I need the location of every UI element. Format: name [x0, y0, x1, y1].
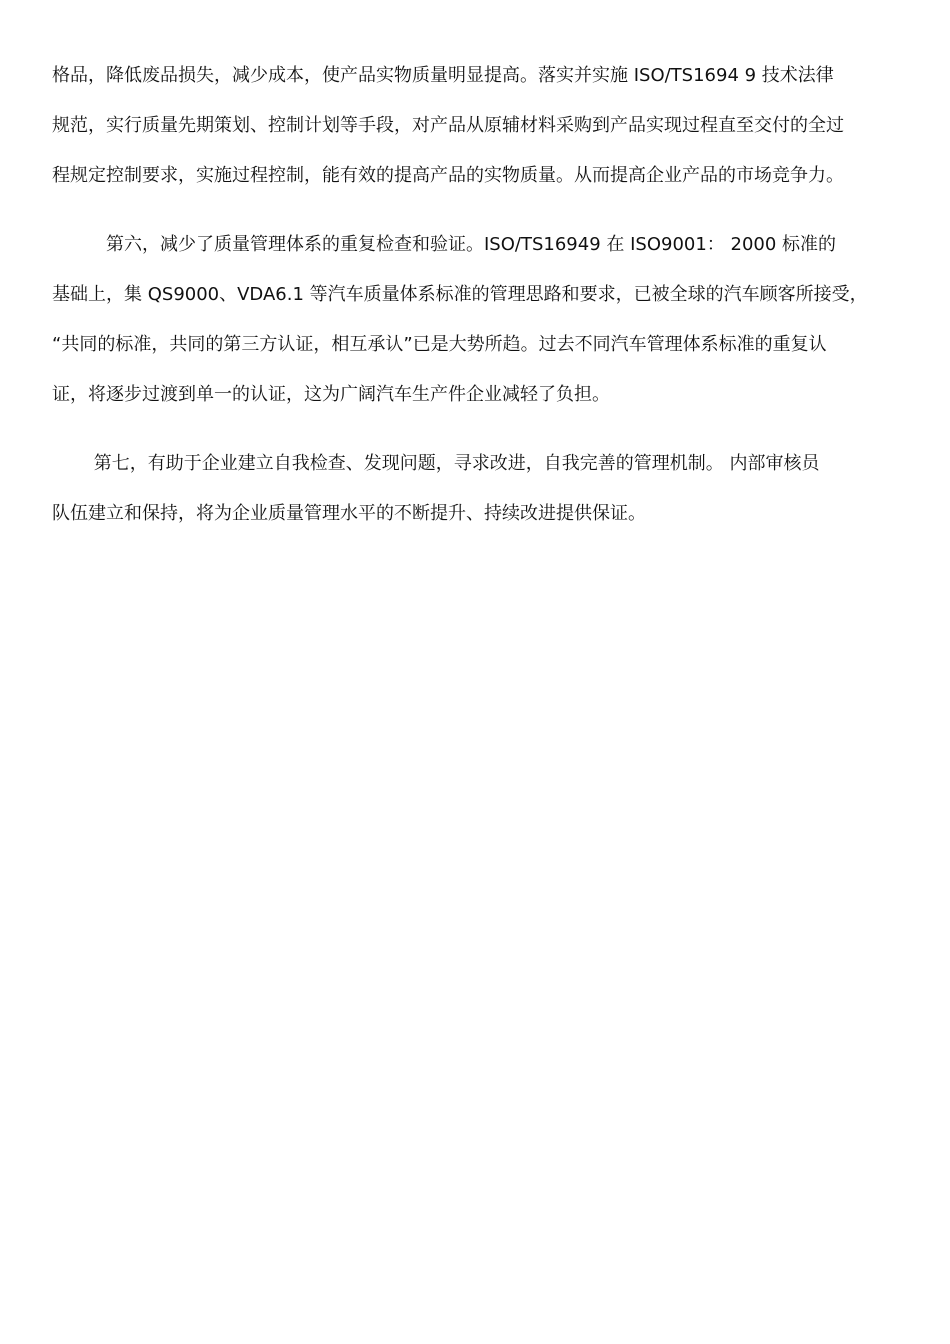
paragraph-3-line-2: 队伍建立和保持，将为企业质量管理水平的不断提升、持续改进提供保证。	[52, 503, 646, 524]
paragraph-2-line-1: 第六，减少了质量管理体系的重复检查和验证。ISO/TS16949 在 ISO9001： 2000 标准的	[52, 234, 837, 255]
paragraph-3-line-1: 第七，有助于企业建立自我检查、发现问题，寻求改进，自我完善的管理机制。 内部审核员	[52, 453, 820, 474]
paragraph-2-line-2: 基础上，集 QS9000、VDA6.1 等汽车质量体系标准的管理思路和要求，已被全球的汽车顾客所接受，	[52, 284, 868, 305]
paragraph-1-line-2: 规范，实行质量先期策划、控制计划等手段，对产品从原辅材料采购到产品实现过程直至交付的全过	[52, 115, 844, 136]
paragraph-1-line-3: 程规定控制要求，实施过程控制，能有效的提高产品的实物质量。从而提高企业产品的市场竞争力。	[52, 165, 844, 186]
paragraph-2-line-4: 证，将逐步过渡到单一的认证，这为广阔汽车生产件企业减轻了负担。	[52, 384, 610, 405]
paragraph-1-line-1: 格品，降低废品损失，减少成本，使产品实物质量明显提高。落实并实施 ISO/TS1694 9 技术法律	[52, 65, 834, 86]
paragraph-2-line-3: “共同的标准，共同的第三方认证，相互承认”已是大势所趋。过去不同汽车管理体系标准的重复认	[52, 334, 827, 355]
